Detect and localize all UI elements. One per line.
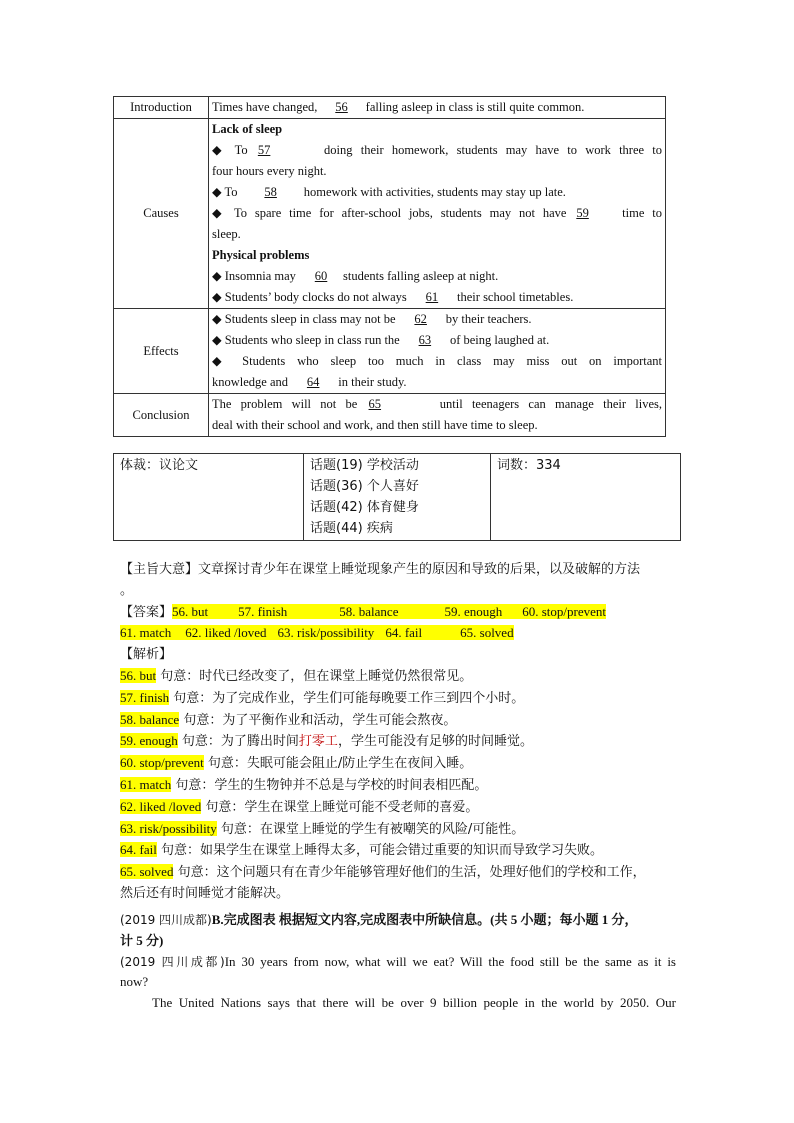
answer-section: 【主旨大意】文章探讨青少年在课堂上睡觉现象产生的原因和导致的后果，以及破解的方法 。 【答案】56. but 57. finish 58. balance 59. enough 60. stop/prevent 61. match 62. liked /loved 63. risk/possibility 64. fail 65. solved 【解析】 56. but 句意：时代已经改变了，但在课堂上睡觉仍然很常见。 57. finish 句意：为了完成作业，学生们可能每晚要工作三到四个小时。 58. balance 句意：为了平衡作业和活动，学生可能会熬夜。 59. enough 句意：为了腾出时间打零工，学生可能没有足够的时间睡觉。 60. stop/prevent 句意：失眠可能会阻止/防止学生在夜间入睡。 61. match 句意：学生的生物钟并不总是与学校的时间表相匹配。 62. liked /loved 句意：学生在课堂上睡觉可能不受老师的喜爱。 63. risk/possibility 句意：在课堂上睡觉的学生有被嘲笑的风险/可能性。 64. fail 句意：如果学生在课堂上睡得太多，可能会错过重要的知识而导致学习失败。 65. solved 句意：这个问题只有在青少年能够管理好他们的生活，处理好他们的学校和工作， 然后还有时间睡觉才能解决。 [120, 560, 680, 905]
answer-64: 64. fail [385, 625, 423, 641]
row-content: Lack of sleep ◆ To 57 doing their homework, students may have to work three to four hours every night. ◆ To 58 homework with activities, students may stay up late. ◆ To spare time for after-school jobs, students may not have 59 time to sleep. Physical problems ◆ Insomnia may 60 students falling asleep at night. ◆ Students’ body clocks do not always 61 their school timetables. [209, 119, 666, 309]
row-label: Introduction [114, 97, 209, 119]
topic-item: 话题(42) 体育健身 [310, 500, 419, 515]
word-count-cell: 词数：334 [491, 454, 681, 541]
answer-59: 59. enough [444, 603, 503, 619]
analysis-item: 59. enough 句意：为了腾出时间打零工，学生可能没有足够的时间睡觉。 [120, 733, 533, 750]
answer-key-line-2 [120, 623, 680, 645]
blank-57: 57 [257, 143, 271, 157]
blank-64: 64 [306, 375, 320, 389]
answer-58: 58. balance [339, 603, 399, 619]
topics-cell [304, 454, 491, 541]
answer-56: 56. but [172, 603, 209, 619]
table-row-effects [114, 309, 666, 394]
passage-outline-table [113, 96, 666, 437]
answer-60: 60. stop/prevent [522, 603, 607, 619]
blank-58: 58 [264, 185, 277, 199]
table-row-conclusion [114, 394, 666, 437]
analysis-item: 60. stop/prevent 句意：失眠可能会阻止/防止学生在夜间入睡。 [120, 755, 473, 772]
analysis-item: 61. match 句意：学生的生物钟并不总是与学校的时间表相匹配。 [120, 776, 488, 793]
main-idea: 【主旨大意】文章探讨青少年在课堂上睡觉现象产生的原因和导致的后果，以及破解的方法 [120, 562, 641, 577]
answer-57: 57. finish [238, 603, 288, 619]
table-row-introduction [114, 97, 666, 119]
row-content: Times have changed, 56 falling asleep in class is still quite common. [209, 97, 666, 119]
question-line: (2019 四川成都)In 30 years from now, what will we eat? Will the food still be the same as it is [120, 953, 676, 969]
answer-key-line-1: 【答案】56. but 57. finish 58. balance 59. enough 60. stop/prevent [120, 603, 607, 620]
blank-61: 61 [425, 290, 439, 304]
analysis-item: 57. finish 句意：为了完成作业，学生们可能每晚要工作三到四个小时。 [120, 689, 525, 706]
answer-62: 62. liked /loved [185, 625, 267, 641]
row-content: ◆ Students sleep in class may not be 62 by their teachers. ◆ Students who sleep in class run the 63 of being laughed at. ◆ Students who sleep too much in class may miss out on important knowledge and 64 in their study. [209, 309, 666, 394]
row-label: Conclusion [114, 394, 209, 437]
genre-cell: 体裁：议论文 [114, 454, 304, 541]
subheading: Lack of sleep [212, 122, 283, 136]
blank-65: 65 [368, 397, 382, 411]
blank-60: 60 [314, 269, 328, 283]
row-label: Effects [114, 309, 209, 394]
table-row-causes [114, 119, 666, 309]
topic-item: 话题(44) 疾病 [310, 521, 393, 536]
blank-59: 59 [576, 206, 589, 220]
blank-63: 63 [418, 333, 432, 347]
blank-56: 56 [335, 100, 348, 114]
answer-63: 63. risk/possibility [277, 625, 375, 641]
analysis-item: 56. but 句意：时代已经改变了，但在课堂上睡觉仍然很常见。 [120, 667, 473, 684]
subheading: Physical problems [212, 248, 310, 262]
topic-item: 话题(36) 个人喜好 [310, 479, 419, 494]
analysis-item-cont: 然后还有时间睡觉才能解决。 [120, 885, 290, 901]
analysis-item: 62. liked /loved 句意：学生在课堂上睡觉可能不受老师的喜爱。 [120, 798, 479, 815]
row-content: The problem will not be 65 until teenagers can manage their lives, deal with their school and work, and then still have time to sleep. [209, 394, 666, 437]
passage-info-table [113, 453, 681, 541]
analysis-item: 58. balance 句意：为了平衡作业和活动，学生可能会熬夜。 [120, 711, 457, 728]
analysis-item: 65. solved 句意：这个问题只有在青少年能够管理好他们的生活，处理好他们的学校和工作， [120, 864, 646, 881]
next-passage: (2019 四川成都)B.完成图表 根据短文内容,完成图表中所缺信息。(共 5 小题；每小题 1 分， 计 5 分) (2019 四川成都)In 30 years from now, what will we eat? Will the food still be the same as it is now? The United Nations says that there will be over 9 billion people in the world by 2050. Our [120, 910, 676, 1014]
row-label: Causes [114, 119, 209, 309]
section-heading: (2019 四川成都)B.完成图表 根据短文内容,完成图表中所缺信息。(共 5 小题；每小题 1 分， [120, 912, 638, 927]
analysis-item: 64. fail 句意：如果学生在课堂上睡得太多，可能会错过重要的知识而导致学习失败。 [120, 842, 603, 859]
topic-item: 话题(19) 学校活动 [310, 458, 419, 473]
answer-61: 61. match [120, 625, 172, 641]
passage-paragraph: The United Nations says that there will be over 9 billion people in the world by 2050. Our [152, 995, 676, 1011]
answer-65: 65. solved [460, 625, 514, 641]
analysis-item: 63. risk/possibility 句意：在课堂上睡觉的学生有被嘲笑的风险/可能性。 [120, 820, 525, 837]
analysis-heading: 【解析】 [120, 647, 173, 663]
blank-62: 62 [414, 312, 427, 326]
